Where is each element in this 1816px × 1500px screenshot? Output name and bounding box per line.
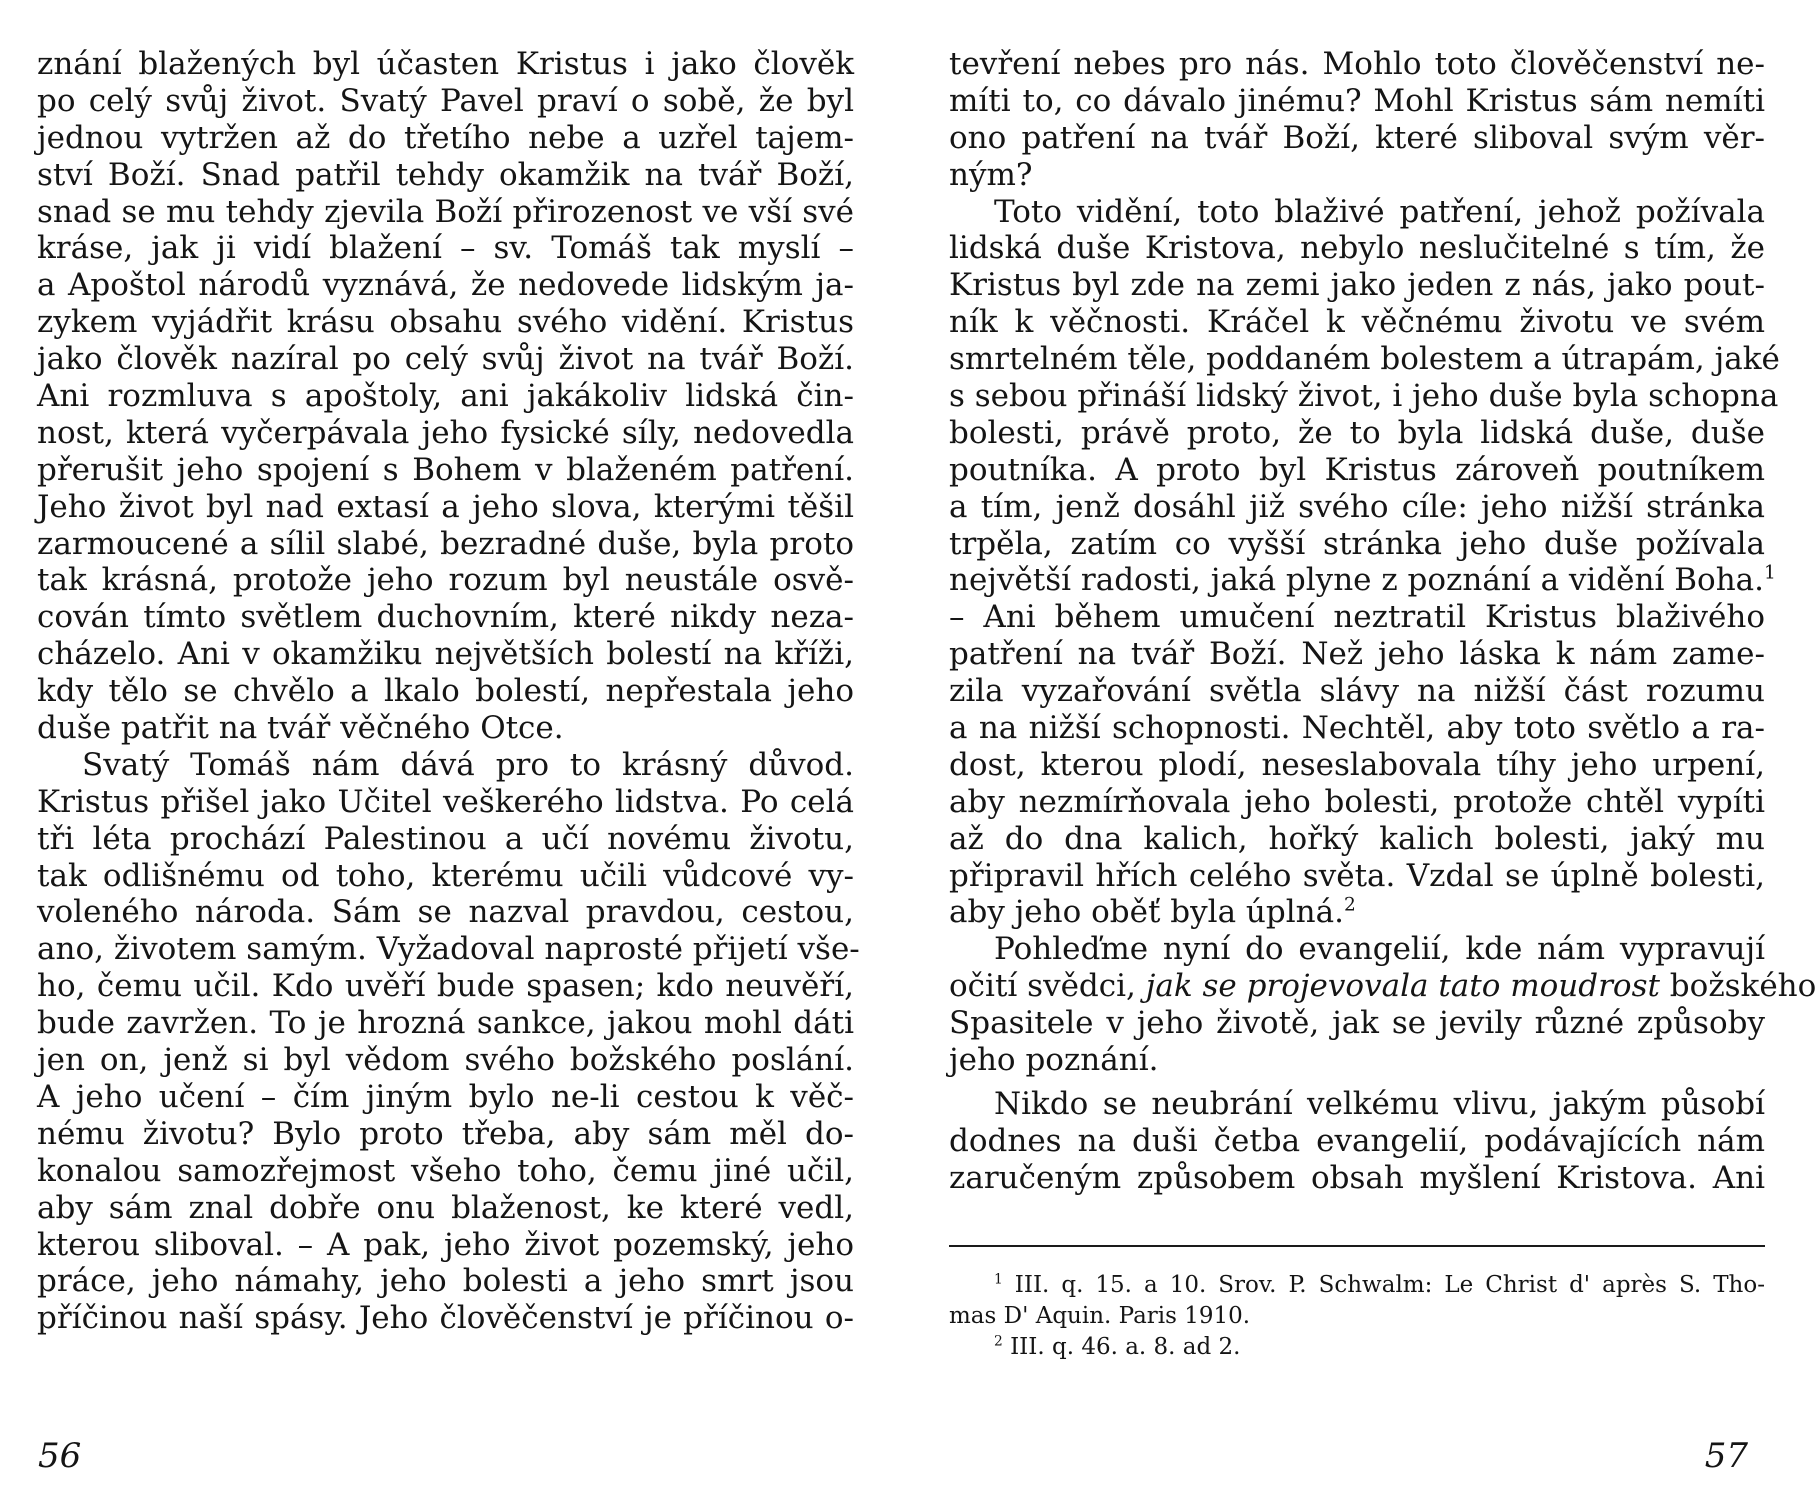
text-line: zarmoucené a sílil slabé, bezradné duše, byla proto xyxy=(37,525,854,562)
text-line: lidská duše Kristova, nebylo neslučitelné s tím, že xyxy=(949,230,1765,267)
page-number-left: 56 xyxy=(38,1436,82,1476)
footnote-2-text: III. q. 46. a. 8. ad 2. xyxy=(1002,1334,1241,1360)
text-line: kdy tělo se chvělo a lkalo bolestí, nepřestala jeho xyxy=(37,673,854,710)
text-line: až do dna kalich, hořký kalich bolesti, jaký mu xyxy=(949,820,1765,857)
text-line-with-italic xyxy=(949,968,1816,1005)
text-line: – Ani během umučení neztratil Kristus blaživého xyxy=(949,599,1765,636)
text-line: po celý svůj život. Svatý Pavel praví o sobě, že byl xyxy=(37,82,854,119)
text-line: Jeho život byl nad extasí a jeho slova, kterými těšil xyxy=(37,488,854,525)
footnote-2-mark: 2 xyxy=(994,1333,1003,1350)
text-line: cházelo. Ani v okamžiku největších bolestí na kříži, xyxy=(37,636,854,673)
text-line: Toto vidění, toto blaživé patření, jehož požívala xyxy=(994,193,1765,230)
text-line: ono patření na tvář Boží, které sliboval svým věr- xyxy=(949,119,1765,156)
text-line: tři léta prochází Palestinou a učí novému životu, xyxy=(37,820,854,857)
text-line-tail: božského xyxy=(1659,968,1816,1005)
page-number-right: 57 xyxy=(1704,1436,1748,1476)
footnote-1-text: III. q. 15. a 10. Srov. P. Schwalm: Le Christ d' après S. Tho- xyxy=(1002,1272,1765,1298)
text-line: Ani rozmluva s apoštoly, ani jakákoliv lidská čin- xyxy=(37,378,854,415)
text-line-content: očití svědci, xyxy=(949,968,1146,1005)
text-line: tak krásná, protože jeho rozum byl neustále osvě- xyxy=(37,562,854,599)
text-line-content: největší radosti, jaká plyne z poznání a vidění Boha. xyxy=(949,562,1765,599)
text-line: ho, čemu učil. Kdo uvěří bude spasen; kdo neuvěří, xyxy=(37,968,854,1005)
text-line: smrtelném těle, poddaném bolestem a útrapám, jaké xyxy=(949,341,1780,378)
text-line: Kristus přišel jako Učitel veškerého lidstva. Po celá xyxy=(37,783,854,820)
text-line: zila vyzařování světla slávy na nižší část rozumu xyxy=(949,673,1765,710)
italic-phrase: jak se projevovala tato moudrost xyxy=(1145,968,1660,1005)
text-line: zykem vyjádřit krásu obsahu svého vidění. Kristus xyxy=(37,304,854,341)
text-line: Nikdo se neubrání velkému vlivu, jakým působí xyxy=(994,1085,1765,1122)
text-line: Pohleďme nyní do evangelií, kde nám vypravují xyxy=(994,931,1765,968)
footnote-marker-1: 1 xyxy=(1764,563,1776,585)
text-line: Svatý Tomáš nám dává pro to krásný důvod. xyxy=(82,746,854,783)
text-line: práce, jeho námahy, jeho bolesti a jeho smrt jsou xyxy=(37,1263,854,1300)
text-line: aby sám znal dobře onu blaženost, ke které vedl, xyxy=(37,1189,854,1226)
text-line: konalou samozřejmost všeho toho, čemu jiné učil, xyxy=(37,1152,854,1189)
text-line: a tím, jenž dosáhl již svého cíle: jeho nižší stránka xyxy=(949,488,1765,525)
left-page-text xyxy=(37,46,860,1337)
text-line: bude zavržen. To je hrozná sankce, jakou mohl dáti xyxy=(37,1005,854,1042)
right-page xyxy=(886,0,1816,1500)
text-line: kterou sliboval. – A pak, jeho život pozemský, jeho xyxy=(37,1226,854,1263)
text-line: zaručeným způsobem obsah myšlení Kristova. Ani xyxy=(949,1159,1765,1196)
text-line: s sebou přináší lidský život, i jeho duše byla schopna xyxy=(949,378,1779,415)
text-line: jako člověk nazíral po celý svůj život na tvář Boží. xyxy=(37,341,854,378)
text-line: poutníka. A proto byl Kristus zároveň poutníkem xyxy=(949,451,1765,488)
footnote-marker-2: 2 xyxy=(1343,895,1356,917)
text-line: ník k věčnosti. Kráčel k věčnému životu ve svém xyxy=(949,304,1765,341)
text-line: kráse, jak ji vidí blažení – sv. Tomáš tak myslí – xyxy=(37,230,854,267)
footnote-1-continuation: mas D' Aquin. Paris 1910. xyxy=(949,1303,1251,1329)
text-line-content: aby jeho oběť byla úplná. xyxy=(949,894,1344,931)
text-line: Kristus byl zde na zemi jako jeden z nás, jako pout- xyxy=(949,267,1765,304)
text-line: patření na tvář Boží. Než jeho láska k nám zame- xyxy=(949,636,1765,673)
text-line: nost, která vyčerpávala jeho fysické síly, nedovedla xyxy=(37,414,854,451)
text-line: dost, kterou plodí, neseslabovala tíhy jeho urpení, xyxy=(949,746,1765,783)
text-line: aby nezmírňovala jeho bolesti, protože chtěl vypíti xyxy=(949,783,1765,820)
text-line: ným? xyxy=(949,156,1033,193)
text-line: a Apoštol národů vyznává, že nedovede lidským ja- xyxy=(37,267,854,304)
text-line: znání blažených byl účasten Kristus i jako člověk xyxy=(37,46,854,82)
text-line-with-footnote-2 xyxy=(949,894,1765,931)
text-line: jeho poznání. xyxy=(949,1042,1159,1079)
text-line: dodnes na duši četba evangelií, podávajících nám xyxy=(949,1122,1765,1159)
text-line: přerušit jeho spojení s Bohem v blaženém patření. xyxy=(37,451,854,488)
left-page xyxy=(0,0,886,1500)
right-page-text xyxy=(949,46,1816,1197)
footnote-1 xyxy=(949,1270,1765,1301)
footnote-2 xyxy=(949,1332,1765,1363)
footnote-divider xyxy=(949,1245,1765,1247)
text-line: cován tímto světlem duchovním, které nikdy neza- xyxy=(37,599,854,636)
text-line: ano, životem samým. Vyžadoval naprosté přijetí vše- xyxy=(37,931,860,968)
text-line: příčinou naší spásy. Jeho člověčenství je příčinou o- xyxy=(37,1300,854,1337)
text-line: míti to, co dávalo jinému? Mohl Kristus sám nemíti xyxy=(949,82,1765,119)
text-line: jednou vytržen až do třetího nebe a uzřel tajem- xyxy=(37,119,854,156)
text-line: A jeho učení – čím jiným bylo ne-li cestou k věč- xyxy=(37,1078,854,1115)
text-line: a na nižší schopnosti. Nechtěl, aby toto světlo a ra- xyxy=(949,710,1765,747)
text-line: snad se mu tehdy zjevila Boží přirozenost ve vší své xyxy=(37,193,854,230)
text-line: bolesti, právě proto, že to byla lidská duše, duše xyxy=(949,414,1765,451)
footnotes xyxy=(949,1270,1765,1363)
text-line: jen on, jenž si byl vědom svého božského poslání. xyxy=(37,1042,854,1079)
text-line: tak odlišnému od toho, kterému učili vůdcové vy- xyxy=(37,857,854,894)
text-line: připravil hřích celého světa. Vzdal se úplně bolesti, xyxy=(949,857,1765,894)
text-line: duše patřit na tvář věčného Otce. xyxy=(37,710,564,747)
text-line: voleného národa. Sám se nazval pravdou, cestou, xyxy=(37,894,854,931)
text-line: Spasitele v jeho životě, jak se jevily různé způsoby xyxy=(949,1005,1765,1042)
text-line: tevření nebes pro nás. Mohlo toto člověčenství ne- xyxy=(949,46,1765,82)
text-line: nému životu? Bylo proto třeba, aby sám měl do- xyxy=(37,1115,854,1152)
text-line: ství Boží. Snad patřil tehdy okamžik na tvář Boží, xyxy=(37,156,854,193)
text-line-with-footnote-1 xyxy=(949,562,1776,599)
text-line: trpěla, zatím co vyšší stránka jeho duše požívala xyxy=(949,525,1765,562)
footnote-1-mark: 1 xyxy=(994,1271,1003,1288)
